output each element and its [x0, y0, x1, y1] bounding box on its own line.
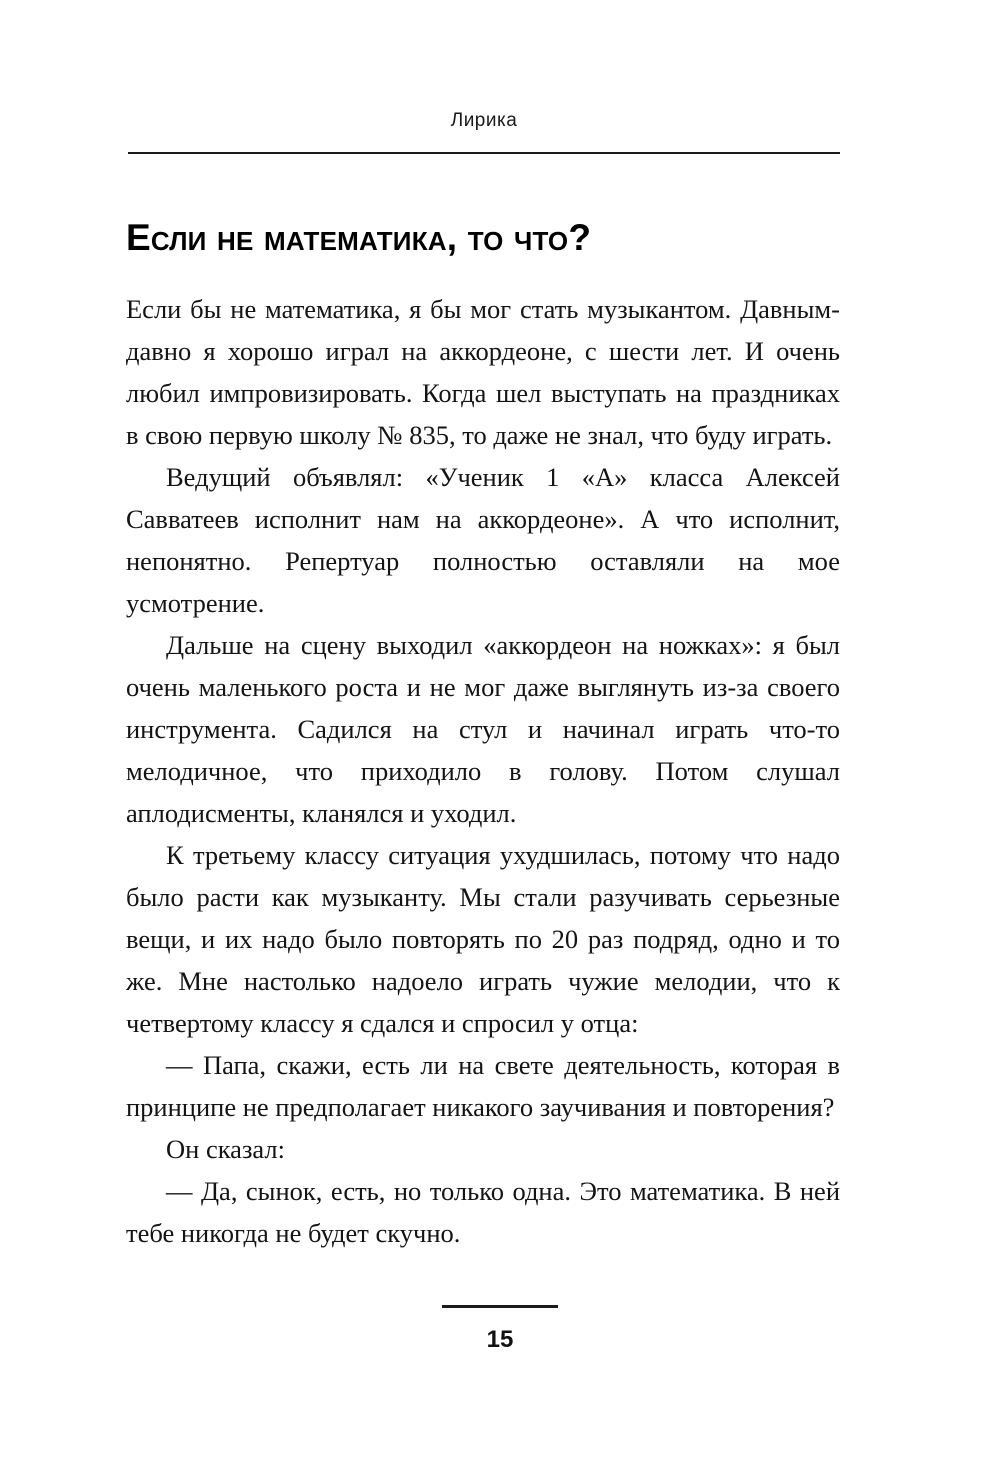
footer-divider: [442, 1305, 558, 1308]
paragraph: Если бы не математика, я бы мог стать музыкантом. Давным-давно я хорошо играл на аккордеоне, с шести лет. И очень любил импровизировать. Когда шел выступать на праздниках в свою первую школу № 835, то даже не знал, что буду играть.: [126, 294, 840, 450]
header-divider: [128, 152, 840, 154]
body-text: [126, 288, 840, 1254]
running-head: Лирика: [450, 110, 518, 131]
page-title: Если не математика, то что?: [126, 216, 592, 258]
paragraph: Ведущий объявлял: «Ученик 1 «А» класса Алексей Савватеев исполнит нам на аккордеоне». А что исполнит, непонятно. Репертуар полностью оставляли на мое усмотрение.: [126, 462, 840, 618]
page-number: 15: [486, 1326, 514, 1353]
paragraph: — Да, сынок, есть, но только одна. Это математика. В ней тебе никогда не будет скучно.: [126, 1176, 840, 1248]
paragraph: — Папа, скажи, есть ли на свете деятельность, которая в принципе не предполагает никакого заучивания и повторения?: [126, 1050, 840, 1122]
paragraph: Он сказал:: [166, 1134, 285, 1164]
paragraph: Дальше на сцену выходил «аккордеон на ножках»: я был очень маленького роста и не мог даже выглянуть из-за своего инструмента. Садился на стул и начинал играть что-то мелодичное, что приходило в голову. Потом слушал аплодисменты, кланялся и уходил.: [126, 630, 840, 828]
paragraph: К третьему классу ситуация ухудшилась, потому что надо было расти как музыканту. Мы стали разучивать серьезные вещи, и их надо было повторять по 20 раз подряд, одно и то же. Мне настолько надоело играть чужие мелодии, что к четвертому классу я сдался и спросил у отца:: [126, 840, 840, 1038]
